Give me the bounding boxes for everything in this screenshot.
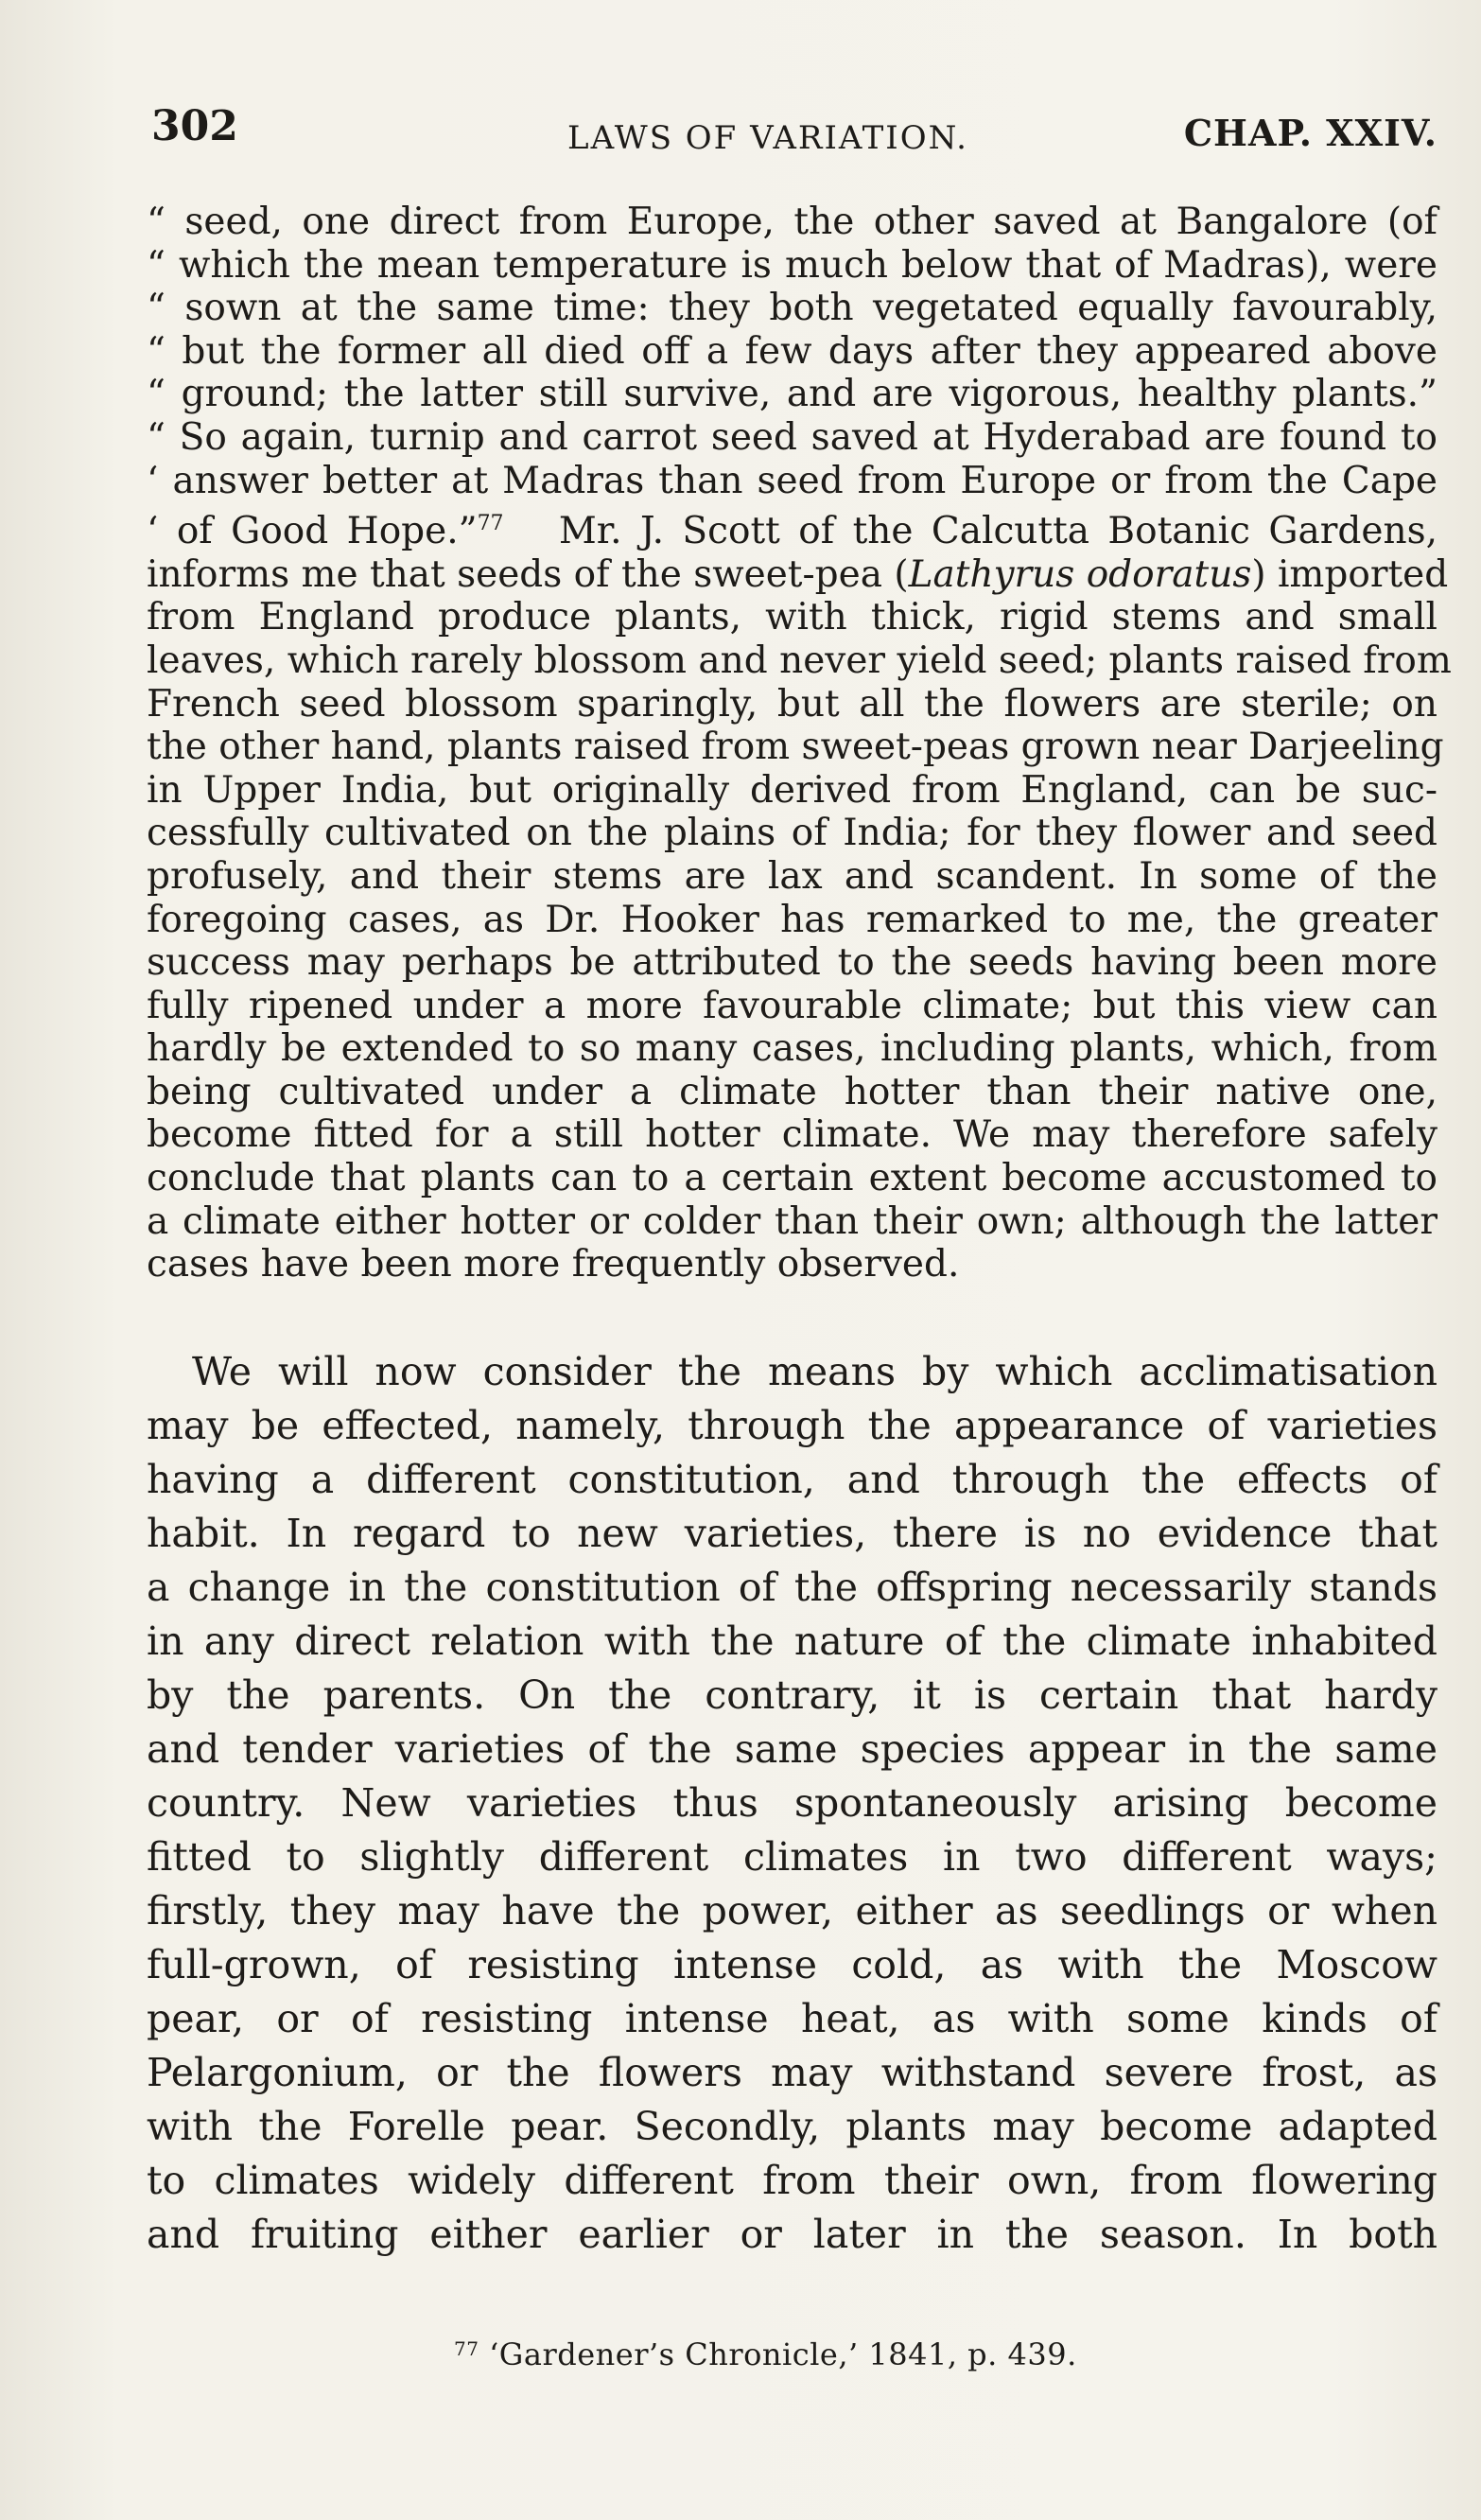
text-line: a climate either hotter or colder than their own; although the latter xyxy=(147,1199,1437,1243)
line-continuation: Mr. J. Scott of the Calcutta Botanic Gardens, xyxy=(558,510,1437,553)
text-line: and tender varieties of the same species appear in the same xyxy=(147,1725,1437,1772)
footnote-number: 77 xyxy=(454,2337,479,2360)
footnote-reference: 77 xyxy=(477,512,504,536)
text-line: Pelargonium, or the flowers may withstand severe frost, as xyxy=(147,2049,1437,2095)
text-line: firstly, they may have the power, either as seedlings or when xyxy=(147,1887,1437,1934)
text-line: may be effected, namely, through the appearance of varieties xyxy=(147,1402,1437,1448)
paragraph-2 xyxy=(147,1345,1437,2262)
text-line: cases have been more frequently observed. xyxy=(147,1243,960,1286)
text-line: “ but the former all died off a few days after they appeared above xyxy=(147,329,1437,373)
text-line: to climates widely different from their own, from flowering xyxy=(147,2157,1437,2203)
text-line: with the Forelle pear. Secondly, plants may become adapted xyxy=(147,2103,1437,2149)
text-line: hardly be extended to so many cases, including plants, which, from xyxy=(147,1027,1437,1071)
running-title: LAWS OF VARIATION. xyxy=(567,119,968,157)
footnote xyxy=(454,2336,1077,2372)
text-line: We will now consider the means by which acclimatisation xyxy=(192,1348,1437,1394)
text-line: full-grown, of resisting intense cold, as with the Moscow xyxy=(147,1941,1437,1987)
page-header xyxy=(151,102,1437,159)
species-name: Lathyrus odoratus xyxy=(908,552,1252,596)
text-line: fitted to slightly different climates in two different ways; xyxy=(147,1833,1437,1880)
text-line: conclude that plants can to a certain extent become accustomed to xyxy=(147,1157,1437,1200)
paragraph-1 xyxy=(147,201,1452,1286)
page-number: 302 xyxy=(151,102,238,150)
text-line: French seed blossom sparingly, but all the flowers are sterile; on xyxy=(147,682,1437,726)
text-line: leaves, which rarely blossom and never yield seed; plants raised from xyxy=(147,639,1452,682)
text-line xyxy=(147,552,1449,597)
text-line: the other hand, plants raised from sweet-peas grown near Darjeeling xyxy=(147,726,1444,769)
footnote-text: ‘Gardener’s Chronicle,’ 1841, p. 439. xyxy=(489,2336,1077,2372)
text-line: being cultivated under a climate hotter than their native one, xyxy=(147,1070,1437,1113)
text-line: foregoing cases, as Dr. Hooker has remarked to me, the greater xyxy=(147,898,1437,941)
text-line: having a different constitution, and through the effects of xyxy=(147,1456,1437,1502)
text-line: become fitted for a still hotter climate. We may therefore safely xyxy=(147,1113,1437,1157)
text-line: cessfully cultivated on the plains of India; for they flower and seed xyxy=(147,812,1437,855)
line-continuation: ) imported xyxy=(1251,552,1449,596)
text-line: “ So again, turnip and carrot seed saved at Hyderabad are found to xyxy=(147,415,1437,459)
chapter-label: CHAP. XXIV. xyxy=(1183,112,1437,154)
text-line: country. New varieties thus spontaneously arising become xyxy=(147,1779,1437,1826)
text-line: ‘ answer better at Madras than seed from Europe or from the Cape xyxy=(147,459,1437,502)
text-line: from England produce plants, with thick, rigid stems and small xyxy=(147,596,1437,639)
text-line: “ seed, one direct from Europe, the other saved at Bangalore (of xyxy=(147,201,1437,243)
text-line: “ sown at the same time: they both vegetated equally favourably, xyxy=(147,287,1437,330)
text-line: profusely, and their stems are lax and scandent. In some of the xyxy=(147,854,1437,898)
line-start: informs me that seeds of the sweet-pea ( xyxy=(147,552,909,596)
body-text xyxy=(147,201,1452,2262)
text-line: fully ripened under a more favourable climate; but this view can xyxy=(147,984,1437,1027)
text-line: and fruiting either earlier or later in the season. In both xyxy=(147,2211,1437,2257)
text-line: success may perhaps be attributed to the seeds having been more xyxy=(147,941,1437,985)
text-line: in any direct relation with the nature of the climate inhabited xyxy=(147,1618,1437,1664)
text-line: habit. In regard to new varieties, there is no evidence that xyxy=(147,1510,1437,1556)
quote-end: ‘ of Good Hope.” xyxy=(147,510,478,553)
text-line: pear, or of resisting intense heat, as with some kinds of xyxy=(147,1995,1437,2041)
text-line: a change in the constitution of the offspring necessarily stands xyxy=(147,1564,1437,1610)
text-line: by the parents. On the contrary, it is certain that hardy xyxy=(147,1671,1437,1718)
text-line xyxy=(147,502,1437,553)
text-line: in Upper India, but originally derived from England, can be suc- xyxy=(147,768,1437,812)
text-line: “ which the mean temperature is much below that of Madras), were xyxy=(147,243,1437,287)
text-line: “ ground; the latter still survive, and are vigorous, healthy plants.” xyxy=(147,373,1437,416)
